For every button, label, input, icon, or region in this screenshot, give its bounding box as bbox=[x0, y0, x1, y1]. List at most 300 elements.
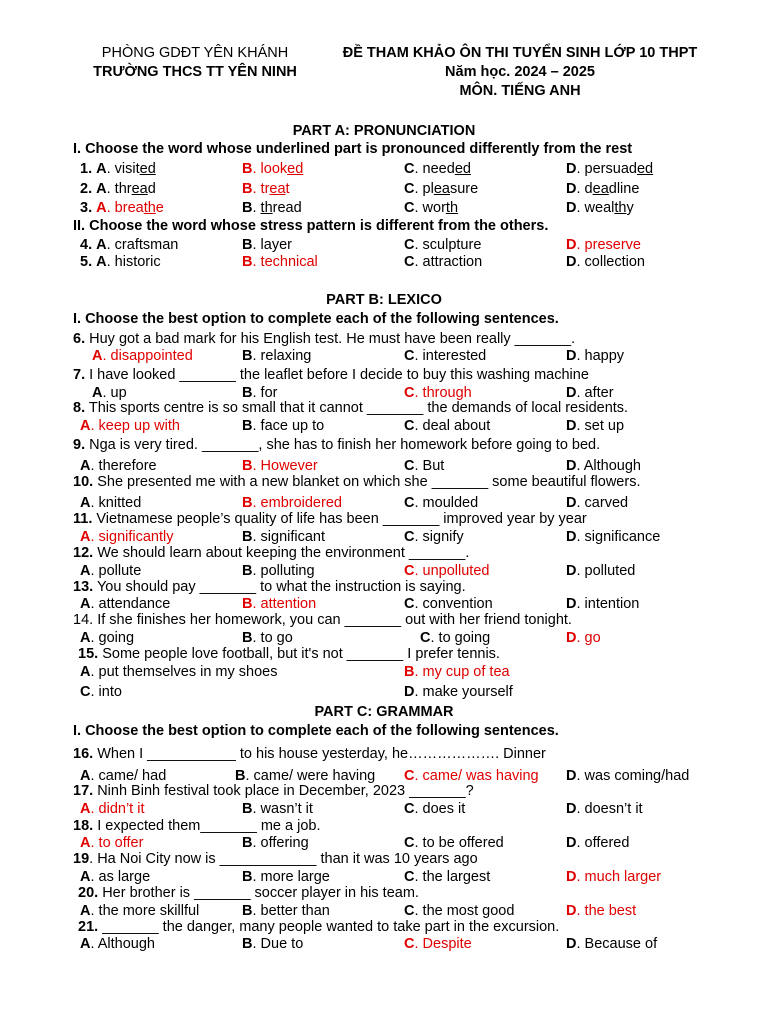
department-name: PHÒNG GDĐT YÊN KHÁNH bbox=[101, 45, 289, 61]
option-group bbox=[242, 868, 330, 886]
option-letter: C bbox=[404, 936, 415, 952]
option-letter: A bbox=[80, 801, 91, 817]
option-c: sculpture bbox=[422, 237, 482, 253]
school-name: TRƯỜNG THCS TT YÊN NINH bbox=[93, 64, 297, 80]
option-b: for bbox=[260, 385, 278, 401]
option-text-part: sure bbox=[449, 181, 479, 197]
question-19-stem bbox=[73, 851, 478, 867]
option-letter: D bbox=[566, 458, 577, 474]
option-b: relaxing bbox=[260, 348, 312, 364]
option-letter: B bbox=[242, 630, 253, 646]
option-c: signify bbox=[422, 529, 464, 545]
option-d: offered bbox=[584, 835, 630, 851]
option-letter: A bbox=[80, 418, 91, 434]
option-group bbox=[80, 457, 157, 475]
option-group bbox=[404, 562, 489, 580]
option-letter: A bbox=[80, 664, 91, 680]
option-group bbox=[404, 902, 514, 920]
question-11-options bbox=[0, 528, 768, 546]
option-b-answer: However bbox=[260, 458, 318, 474]
option-dot: . bbox=[576, 936, 581, 952]
option-c: moulded bbox=[422, 495, 479, 511]
option-letter: B bbox=[242, 936, 253, 952]
option-letter: C bbox=[404, 200, 415, 216]
option-dot: . bbox=[430, 630, 435, 646]
question-text: When I ___________ to his house yesterday, he………………. Dinner bbox=[97, 746, 546, 762]
option-dot: . bbox=[414, 385, 419, 401]
question-15-options-row1 bbox=[0, 663, 768, 681]
option-a: attendance bbox=[98, 596, 171, 612]
option-b-answer: look bbox=[260, 161, 288, 177]
option-letter: D bbox=[566, 903, 577, 919]
option-group bbox=[404, 935, 472, 953]
question-14-stem bbox=[73, 612, 572, 628]
option-dot: . bbox=[414, 458, 419, 474]
option-group bbox=[92, 347, 193, 365]
option-letter: B bbox=[242, 254, 253, 270]
option-dot: . bbox=[576, 529, 581, 545]
option-group bbox=[80, 528, 174, 546]
exam-title: ĐỀ THAM KHẢO ÔN THI TUYỂN SINH LỚP 10 THPT bbox=[342, 45, 698, 61]
option-c: But bbox=[422, 458, 445, 474]
question-12-options bbox=[0, 562, 768, 580]
option-group bbox=[242, 834, 309, 852]
option-dot: . bbox=[414, 869, 419, 885]
option-dot: . bbox=[252, 254, 257, 270]
option-text-part: e bbox=[155, 200, 164, 216]
option-c-answer: unpolluted bbox=[422, 563, 490, 579]
option-group bbox=[566, 236, 641, 254]
option-d: weal bbox=[584, 200, 615, 216]
option-letter: B bbox=[242, 385, 253, 401]
option-letter: B bbox=[242, 181, 253, 197]
option-dot: . bbox=[414, 161, 419, 177]
option-group bbox=[96, 200, 164, 216]
option-letter: C bbox=[404, 254, 415, 270]
option-letter: A bbox=[80, 768, 91, 784]
question-number: 2. bbox=[80, 181, 93, 197]
option-a: thr bbox=[114, 181, 132, 197]
option-text-part: ed bbox=[287, 161, 304, 177]
option-dot: . bbox=[90, 563, 95, 579]
option-letter: C bbox=[404, 529, 415, 545]
option-dot: . bbox=[252, 237, 257, 253]
option-dot: . bbox=[414, 254, 419, 270]
option-letter: A bbox=[80, 903, 91, 919]
option-letter: B bbox=[242, 200, 253, 216]
option-dot: . bbox=[252, 495, 257, 511]
option-letter: C bbox=[404, 903, 415, 919]
question-text: Her brother is _______ soccer player in his team. bbox=[102, 885, 419, 901]
option-group bbox=[404, 236, 481, 254]
question-text: You should pay _______ to what the instruction is saying. bbox=[96, 579, 466, 595]
option-c-answer: came/ was having bbox=[422, 768, 539, 784]
option-d: d bbox=[584, 181, 593, 197]
option-a: as large bbox=[98, 869, 151, 885]
option-dot: . bbox=[252, 161, 257, 177]
option-group bbox=[242, 494, 342, 512]
question-18-stem bbox=[73, 818, 321, 834]
option-group bbox=[566, 457, 641, 475]
option-dot: . bbox=[576, 458, 581, 474]
option-d: collection bbox=[584, 254, 645, 270]
option-dot: . bbox=[576, 630, 581, 646]
option-letter: A bbox=[80, 495, 91, 511]
option-dot: . bbox=[414, 835, 419, 851]
option-group bbox=[80, 160, 156, 178]
question-text: I have looked _______ the leaflet before I decide to buy this washing machine bbox=[89, 367, 589, 383]
option-a: going bbox=[98, 630, 135, 646]
option-group bbox=[566, 199, 634, 217]
option-group bbox=[566, 347, 624, 365]
option-dot: . bbox=[576, 495, 581, 511]
option-text-part: dline bbox=[608, 181, 640, 197]
option-letter: C bbox=[404, 495, 415, 511]
option-letter: B bbox=[242, 596, 253, 612]
option-text-part: ea bbox=[592, 181, 609, 197]
part-c-section-1: I. Choose the best option to complete each of the following sentences. bbox=[73, 723, 559, 739]
option-dot: . bbox=[252, 529, 257, 545]
option-group bbox=[242, 595, 316, 613]
option-a: put themselves in my shoes bbox=[98, 664, 278, 680]
option-a: visit bbox=[114, 161, 140, 177]
option-group bbox=[404, 834, 504, 852]
option-c-answer: through bbox=[422, 385, 472, 401]
option-letter: A bbox=[80, 936, 91, 952]
question-20-stem bbox=[78, 885, 419, 901]
question-6-options bbox=[0, 347, 768, 365]
option-dot: . bbox=[102, 348, 107, 364]
option-dot: . bbox=[90, 458, 95, 474]
option-letter: A bbox=[96, 237, 107, 253]
option-dot: . bbox=[576, 348, 581, 364]
option-group bbox=[404, 528, 464, 546]
option-d: set up bbox=[584, 418, 625, 434]
option-dot: . bbox=[414, 563, 419, 579]
question-number: 4. bbox=[80, 237, 93, 253]
option-group bbox=[566, 494, 628, 512]
option-letter: A bbox=[80, 529, 91, 545]
option-a-answer: to offer bbox=[98, 835, 144, 851]
option-letter: B bbox=[242, 348, 253, 364]
question-number: 13. bbox=[73, 579, 94, 595]
question-number: 10. bbox=[73, 474, 94, 490]
option-dot: . bbox=[414, 801, 419, 817]
option-letter: A bbox=[80, 835, 91, 851]
option-dot: . bbox=[576, 161, 581, 177]
question-number: 7. bbox=[73, 367, 86, 383]
question-number: 19 bbox=[73, 851, 90, 867]
option-group bbox=[242, 629, 293, 647]
question-text: _______ the danger, many people wanted to take part in the excursion. bbox=[102, 919, 560, 935]
question-text: Vietnamese people’s quality of life has been _______ improved year by year bbox=[96, 511, 587, 527]
question-13-options bbox=[0, 595, 768, 613]
option-letter: B bbox=[242, 869, 253, 885]
option-a-answer: brea bbox=[114, 200, 144, 216]
option-letter: D bbox=[566, 161, 577, 177]
option-group bbox=[80, 629, 134, 647]
option-c: wor bbox=[422, 200, 446, 216]
school-year: Năm học. 2024 – 2025 bbox=[445, 64, 595, 80]
question-number: 5. bbox=[80, 254, 93, 270]
option-text-part: ed bbox=[454, 161, 471, 177]
option-text-part: th bbox=[614, 200, 627, 216]
question-1 bbox=[0, 160, 768, 178]
question-4 bbox=[0, 236, 768, 254]
question-8-options bbox=[0, 417, 768, 435]
option-letter: D bbox=[566, 630, 577, 646]
option-letter: C bbox=[404, 869, 415, 885]
option-d: doesn’t it bbox=[584, 801, 643, 817]
option-d: carved bbox=[584, 495, 629, 511]
option-d: Although bbox=[583, 458, 641, 474]
option-group bbox=[80, 868, 150, 886]
option-c: convention bbox=[422, 596, 493, 612]
question-14-options bbox=[0, 629, 768, 647]
option-dot: . bbox=[414, 495, 419, 511]
option-dot: . bbox=[252, 348, 257, 364]
option-b: Due to bbox=[260, 936, 304, 952]
option-letter: A bbox=[80, 869, 91, 885]
option-group bbox=[80, 236, 178, 254]
option-dot: . bbox=[252, 181, 257, 197]
option-dot: . bbox=[414, 768, 419, 784]
option-group bbox=[566, 629, 601, 647]
option-dot: . bbox=[90, 869, 95, 885]
option-a-answer: significantly bbox=[98, 529, 174, 545]
option-b: face up to bbox=[260, 418, 325, 434]
option-c: into bbox=[98, 684, 122, 700]
option-dot: . bbox=[414, 596, 419, 612]
option-b-answer: technical bbox=[260, 254, 318, 270]
option-dot: . bbox=[252, 563, 257, 579]
option-dot: . bbox=[245, 768, 250, 784]
option-text-part: read bbox=[272, 200, 302, 216]
option-group bbox=[242, 253, 318, 271]
option-a: historic bbox=[114, 254, 161, 270]
option-a-answer: disappointed bbox=[110, 348, 193, 364]
part-a-section-1: I. Choose the word whose underlined part is pronounced differently from the rest bbox=[73, 141, 633, 157]
question-3 bbox=[0, 199, 768, 217]
option-letter: A bbox=[96, 254, 107, 270]
option-dot: . bbox=[252, 630, 257, 646]
option-dot: . bbox=[252, 936, 257, 952]
option-a: up bbox=[110, 385, 127, 401]
option-d: Because of bbox=[584, 936, 658, 952]
option-letter: C bbox=[404, 385, 415, 401]
question-number: 6. bbox=[73, 331, 86, 347]
option-b: better than bbox=[260, 903, 330, 919]
option-text-part: th bbox=[445, 200, 459, 216]
option-dot: . bbox=[576, 903, 581, 919]
option-dot: . bbox=[576, 869, 581, 885]
option-dot: . bbox=[414, 664, 419, 680]
question-number: 9. bbox=[73, 437, 86, 453]
option-dot: . bbox=[90, 630, 95, 646]
option-letter: A bbox=[80, 630, 91, 646]
option-b-answer: attention bbox=[260, 596, 317, 612]
option-c: to be offered bbox=[422, 835, 504, 851]
option-letter: A bbox=[92, 385, 103, 401]
option-dot: . bbox=[90, 418, 95, 434]
option-letter: D bbox=[566, 563, 577, 579]
option-letter: C bbox=[404, 181, 415, 197]
option-letter: D bbox=[566, 596, 577, 612]
option-group bbox=[404, 347, 486, 365]
option-dot: . bbox=[90, 664, 95, 680]
option-d-answer: preserve bbox=[584, 237, 641, 253]
option-dot: . bbox=[252, 903, 257, 919]
option-group bbox=[80, 562, 141, 580]
option-dot: . bbox=[414, 200, 419, 216]
option-group bbox=[242, 160, 303, 178]
option-text-part: ea bbox=[433, 181, 450, 197]
option-a: knitted bbox=[98, 495, 142, 511]
option-b-answer: my cup of tea bbox=[422, 664, 510, 680]
question-19-options bbox=[0, 868, 768, 886]
option-d-answer: the best bbox=[584, 903, 637, 919]
question-16-stem bbox=[73, 746, 546, 762]
option-dot: . bbox=[90, 903, 95, 919]
option-group bbox=[80, 902, 199, 920]
option-c: the largest bbox=[422, 869, 491, 885]
option-group bbox=[242, 180, 290, 198]
question-7-stem bbox=[73, 367, 589, 383]
option-text-part: y bbox=[626, 200, 634, 216]
option-letter: D bbox=[404, 684, 415, 700]
option-letter: C bbox=[404, 768, 415, 784]
option-group bbox=[80, 663, 277, 681]
option-letter: A bbox=[80, 458, 91, 474]
option-d-answer: much larger bbox=[584, 869, 662, 885]
option-c: does it bbox=[422, 801, 466, 817]
subject: MÔN. TIẾNG ANH bbox=[459, 83, 581, 99]
option-group bbox=[242, 347, 311, 365]
question-text: This sports centre is so small that it cannot _______ the demands of local residents. bbox=[88, 400, 629, 416]
option-dot: . bbox=[252, 458, 257, 474]
option-letter: A bbox=[80, 596, 91, 612]
question-11-stem bbox=[73, 511, 587, 527]
question-text: Some people love football, but it's not _______ I prefer tennis. bbox=[102, 646, 500, 662]
option-c: the most good bbox=[422, 903, 515, 919]
option-dot: . bbox=[90, 529, 95, 545]
option-letter: D bbox=[566, 181, 577, 197]
option-group bbox=[80, 683, 122, 701]
option-group bbox=[566, 417, 624, 435]
option-letter: C bbox=[404, 563, 415, 579]
option-a: craftsman bbox=[114, 237, 179, 253]
option-group bbox=[404, 417, 490, 435]
part-a-section-2: II. Choose the word whose stress pattern is different from the others. bbox=[73, 218, 549, 234]
option-a-answer: keep up with bbox=[98, 418, 180, 434]
option-dot: . bbox=[576, 181, 581, 197]
option-letter: D bbox=[566, 835, 577, 851]
option-letter: C bbox=[404, 801, 415, 817]
option-group bbox=[566, 767, 689, 785]
option-group bbox=[242, 417, 324, 435]
option-group bbox=[80, 417, 180, 435]
option-d: was coming/had bbox=[584, 768, 690, 784]
option-group bbox=[404, 180, 478, 198]
question-20-options bbox=[0, 902, 768, 920]
option-letter: D bbox=[566, 768, 577, 784]
option-letter: A bbox=[96, 181, 107, 197]
option-dot: . bbox=[90, 835, 95, 851]
option-group bbox=[566, 595, 639, 613]
option-a: therefore bbox=[98, 458, 157, 474]
question-15-stem bbox=[78, 646, 500, 662]
option-group bbox=[404, 199, 458, 217]
option-dot: . bbox=[90, 495, 95, 511]
option-dot: . bbox=[106, 181, 111, 197]
option-group bbox=[80, 253, 161, 271]
option-d-answer: go bbox=[584, 630, 601, 646]
option-b: came/ were having bbox=[253, 768, 376, 784]
option-group bbox=[242, 528, 325, 546]
option-letter: D bbox=[566, 495, 577, 511]
option-letter: B bbox=[242, 563, 253, 579]
option-dot: . bbox=[106, 237, 111, 253]
header-right bbox=[320, 44, 720, 101]
option-group bbox=[566, 902, 636, 920]
option-text-part: ea bbox=[269, 181, 286, 197]
part-b-title: PART B: LEXICO bbox=[326, 292, 442, 308]
option-group bbox=[404, 868, 490, 886]
option-dot: . bbox=[252, 596, 257, 612]
option-group bbox=[566, 160, 653, 178]
option-dot: . bbox=[414, 418, 419, 434]
option-c: pl bbox=[422, 181, 434, 197]
option-letter: C bbox=[404, 596, 415, 612]
question-number: 14 bbox=[73, 612, 90, 628]
option-b: more large bbox=[260, 869, 330, 885]
option-d: happy bbox=[584, 348, 625, 364]
option-group bbox=[404, 595, 493, 613]
option-letter: A bbox=[92, 348, 103, 364]
option-a: the more skillful bbox=[98, 903, 200, 919]
question-10-stem bbox=[73, 474, 640, 490]
option-letter: C bbox=[404, 348, 415, 364]
option-dot: . bbox=[102, 385, 107, 401]
option-letter: A bbox=[80, 563, 91, 579]
option-letter: D bbox=[566, 348, 577, 364]
option-c: attraction bbox=[422, 254, 483, 270]
part-a-title: PART A: PRONUNCIATION bbox=[292, 123, 476, 139]
option-d: intention bbox=[584, 596, 640, 612]
option-group bbox=[242, 199, 302, 217]
option-group bbox=[404, 800, 465, 818]
option-dot: . bbox=[576, 237, 581, 253]
option-b-answer: embroidered bbox=[260, 495, 342, 511]
option-letter: A bbox=[96, 161, 107, 177]
question-9-stem bbox=[73, 437, 600, 453]
question-number: 21. bbox=[78, 919, 99, 935]
question-13-stem bbox=[73, 579, 466, 595]
option-group bbox=[80, 595, 170, 613]
question-number: 15. bbox=[78, 646, 99, 662]
option-a: Although bbox=[97, 936, 155, 952]
question-number: 17. bbox=[73, 783, 94, 799]
option-text-part: t bbox=[285, 181, 290, 197]
option-d: persuad bbox=[584, 161, 637, 177]
option-letter: A bbox=[96, 200, 107, 216]
question-number: 1. bbox=[80, 161, 93, 177]
question-15-options-row2 bbox=[0, 683, 768, 701]
option-letter: B bbox=[242, 161, 253, 177]
option-dot: . bbox=[252, 801, 257, 817]
option-letter: B bbox=[404, 664, 415, 680]
option-letter: D bbox=[566, 801, 577, 817]
